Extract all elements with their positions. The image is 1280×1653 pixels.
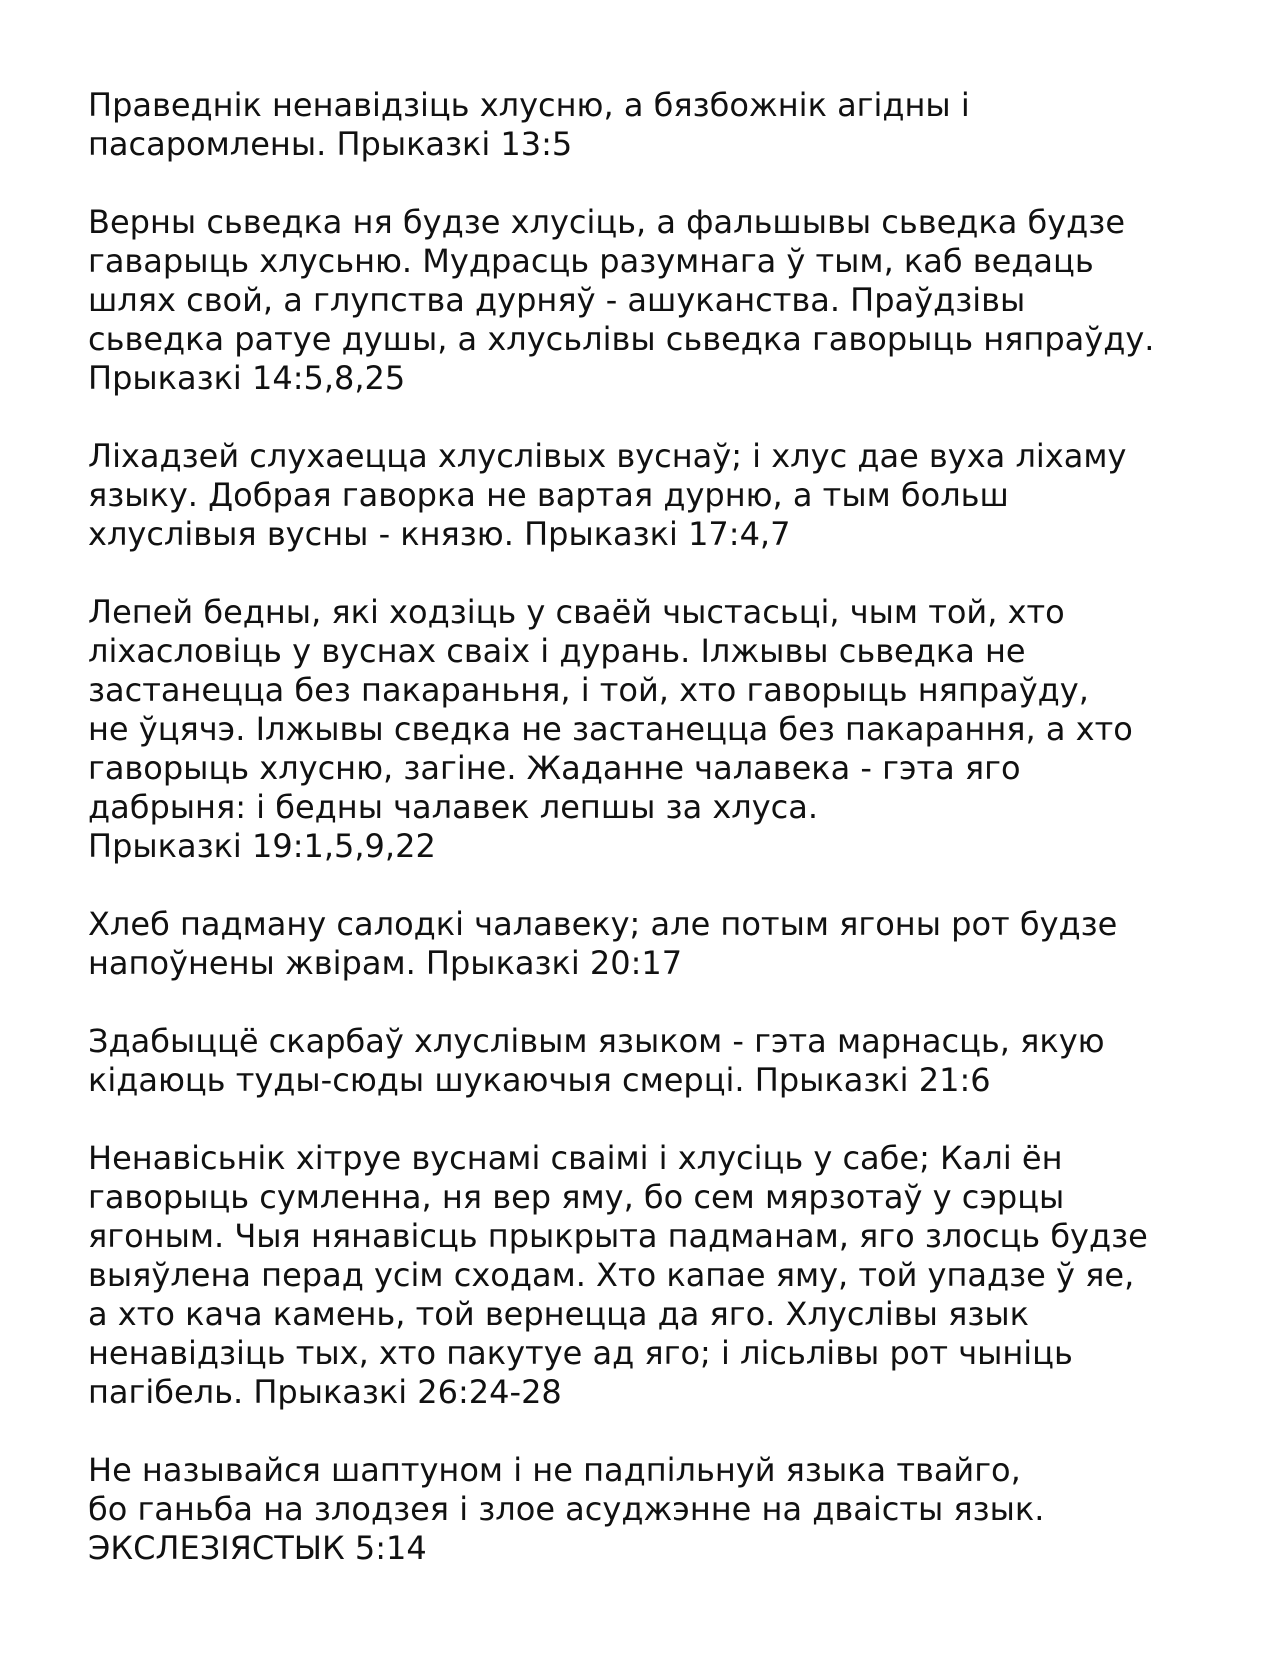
paragraph-proverbs-26 — [88, 1139, 1218, 1412]
text-line: Ненавісьнік хітруе вуснамі сваімі і хлусіць у сабе; Калі ён — [88, 1139, 1063, 1177]
document-page — [88, 86, 1218, 1607]
text-line: выяўлена перад усім сходам. Хто капае яму, той упадзе ў яе, — [88, 1256, 1135, 1294]
text-line: не ўцячэ. Ілжывы сведка не застанецца без пакарання, а хто — [88, 710, 1133, 748]
text-line: ягоным. Чыя нянавісць прыкрыта падманам, яго злосць будзе — [88, 1217, 1148, 1255]
text-line: напоўнены жвірам. Прыказкі 20:17 — [88, 944, 683, 982]
paragraph-proverbs-14 — [88, 203, 1218, 398]
text-line: пагібель. Прыказкі 26:24-28 — [88, 1373, 562, 1411]
text-line: Праведнік ненавідзіць хлусню, а бязбожнік агідны і — [88, 86, 970, 124]
text-line: ненавідзіць тых, хто пакутуе ад яго; і лісьлівы рот чыніць — [88, 1334, 1073, 1372]
text-line: дабрыня: і бедны чалавек лепшы за хлуса. — [88, 788, 819, 826]
text-line: хлуслівыя вусны - князю. Прыказкі 17:4,7 — [88, 515, 791, 553]
text-line: кідаюць туды-сюды шукаючыя смерці. Прыказкі 21:6 — [88, 1061, 991, 1099]
text-line: гаварыць хлусьню. Мудрасць разумнага ў тым, каб ведаць — [88, 242, 1094, 280]
text-line: гаворыць сумленна, ня вер яму, бо сем мярзотаў у сэрцы — [88, 1178, 1065, 1216]
text-line: Верны сьведка ня будзе хлусіць, а фальшывы сьведка будзе — [88, 203, 1125, 241]
text-line: ЭКСЛЕЗІЯСТЫК 5:14 — [88, 1529, 427, 1567]
text-line: а хто кача камень, той вернецца да яго. Хлуслівы язык — [88, 1295, 1029, 1333]
text-line: ліхасловіць у вуснах сваіх і дурань. Ілжывы сьведка не — [88, 632, 1026, 670]
text-line: застанецца без пакараньня, і той, хто гаворыць няпраўду, — [88, 671, 1089, 709]
paragraph-proverbs-13-5 — [88, 86, 1218, 164]
text-line: бо ганьба на злодзея і злое асуджэнне на дваісты язык. — [88, 1490, 1045, 1528]
text-line: гаворыць хлусню, загіне. Жаданне чалавека - гэта яго — [88, 749, 1021, 787]
text-line: Прыказкі 19:1,5,9,22 — [88, 827, 436, 865]
text-line: Прыказкі 14:5,8,25 — [88, 359, 406, 397]
text-line: Хлеб падману салодкі чалавеку; але потым ягоны рот будзе — [88, 905, 1118, 943]
paragraph-proverbs-20-17 — [88, 905, 1218, 983]
text-line: Ліхадзей слухаецца хлуслівых вуснаў; і хлус дае вуха ліхаму — [88, 437, 1127, 475]
text-line: языку. Добрая гаворка не вартая дурню, а тым больш — [88, 476, 1009, 514]
paragraph-ecclesiasticus-5-14 — [88, 1451, 1218, 1568]
paragraph-proverbs-17 — [88, 437, 1218, 554]
paragraph-proverbs-19 — [88, 593, 1218, 866]
text-line: шлях свой, а глупства дурняў - ашуканства. Праўдзівы — [88, 281, 1026, 319]
paragraph-proverbs-21-6 — [88, 1022, 1218, 1100]
text-line: Не называйся шаптуном і не падпільнуй языка твайго, — [88, 1451, 1021, 1489]
text-line: сьведка ратуе душы, а хлусьлівы сьведка гаворыць няпраўду. — [88, 320, 1155, 358]
text-line: Здабыццё скарбаў хлуслівым языком - гэта марнасць, якую — [88, 1022, 1105, 1060]
text-line: пасаромлены. Прыказкі 13:5 — [88, 125, 573, 163]
text-line: Лепей бедны, які ходзіць у сваёй чыстасьці, чым той, хто — [88, 593, 1065, 631]
